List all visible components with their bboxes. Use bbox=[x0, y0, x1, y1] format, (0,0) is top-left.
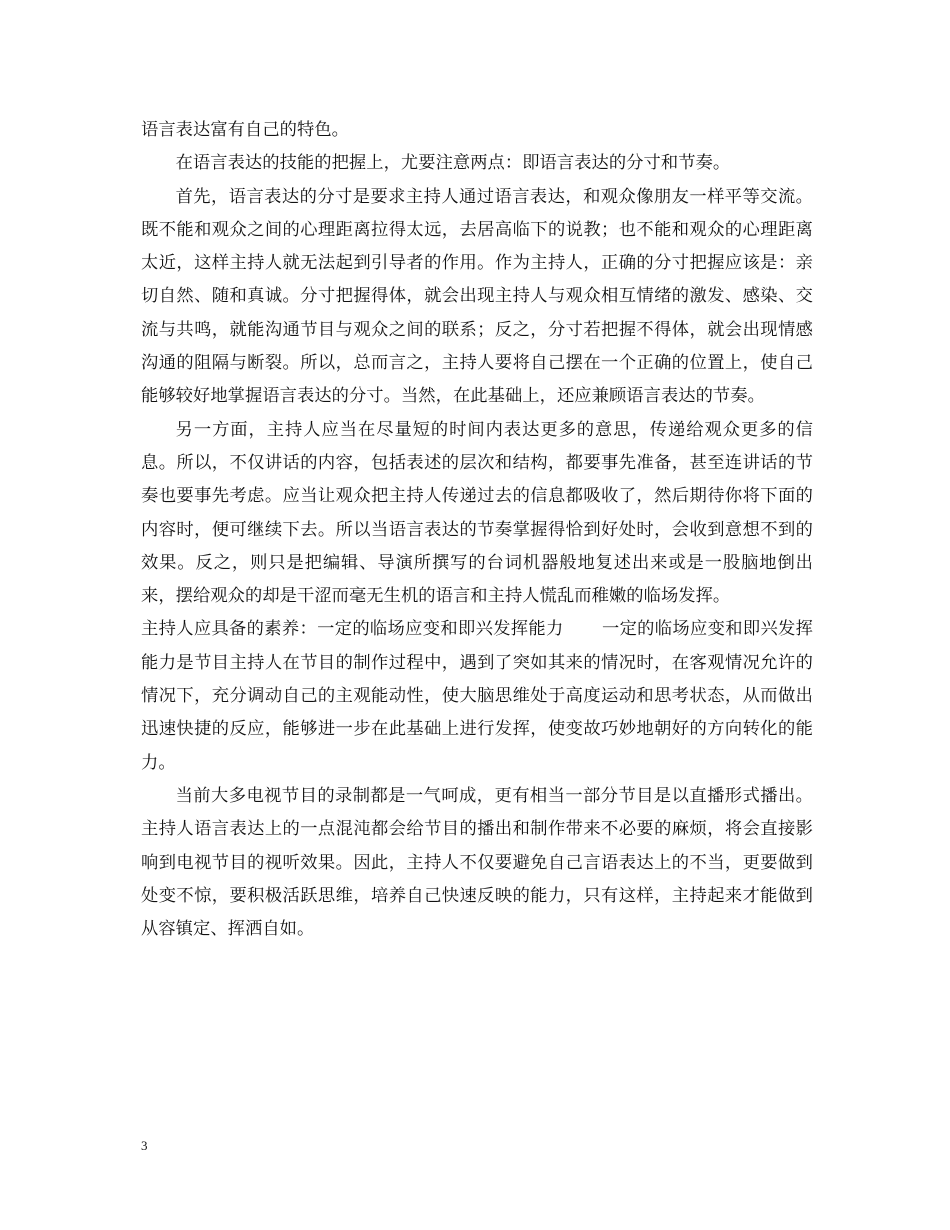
paragraph-section-heading bbox=[141, 613, 813, 779]
body-text bbox=[141, 114, 813, 946]
page-number: 3 bbox=[141, 1138, 148, 1153]
section-intro-text: 一定的临场应变和即兴发挥能力是节目主持人在节目的制作过程中，遇到了突如其来的情况时，在客观情况允许的情况下，充分调动自己的主观能动性，使大脑思维处于高度运动和思考状态，从而做出迅速快捷的反应，能够进一步在此基础上进行发挥，使变故巧妙地朝好的方向转化的能力。 bbox=[141, 619, 814, 773]
paragraph-live-broadcast: 当前大多电视节目的录制都是一气呵成，更有相当一部分节目是以直播形式播出。主持人语言表达上的一点混沌都会给节目的播出和制作带来不必要的麻烦，将会直接影响到电视节目的视听效果。因此，主持人不仅要避免自己言语表达上的不当，更要做到处变不惊，要积极活跃思维，培养自己快速反映的能力，只有这样，主持起来才能做到从容镇定、挥洒自如。 bbox=[141, 785, 813, 940]
section-heading: 主持人应具备的素养：一定的临场应变和即兴发挥能力 bbox=[141, 619, 564, 640]
paragraph-measure: 首先，语言表达的分寸是要求主持人通过语言表达，和观众像朋友一样平等交流。既不能和观众之间的心理距离拉得太远，去居高临下的说教；也不能和观众的心理距离太近，这样主持人就无法起到引导者的作用。作为主持人，正确的分寸把握应该是：亲切自然、随和真诚。分寸把握得体，就会出现主持人与观众相互情绪的激发、感染、交流与共鸣，就能沟通节目与观众之间的联系；反之，分寸若把握不得体，就会出现情感沟通的阻隔与断裂。所以，总而言之，主持人要将自己摆在一个正确的位置上，使自己能够较好地掌握语言表达的分寸。当然，在此基础上，还应兼顾语言表达的节奏。 bbox=[141, 186, 813, 407]
paragraph-key-points: 在语言表达的技能的把握上，尤要注意两点：即语言表达的分寸和节奏。 bbox=[175, 153, 731, 174]
paragraph-continuation: 语言表达富有自己的特色。 bbox=[141, 120, 349, 140]
paragraph-rhythm: 另一方面，主持人应当在尽量短的时间内表达更多的意思，传递给观众更多的信息。所以，不仅讲话的内容，包括表述的层次和结构，都要事先准备，甚至连讲话的节奏也要事先考虑。应当让观众把主持人传递过去的信息都吸收了，然后期待你将下面的内容时，便可继续下去。所以当语言表达的节奏掌握得恰到好处时，会收到意想不到的效果。反之，则只是把编辑、导演所撰写的台词机器般地复述出来或是一股脑地倒出来，摆给观众的却是干涩而毫无生机的语言和主持人慌乱而稚嫩的临场发挥。 bbox=[141, 419, 813, 607]
